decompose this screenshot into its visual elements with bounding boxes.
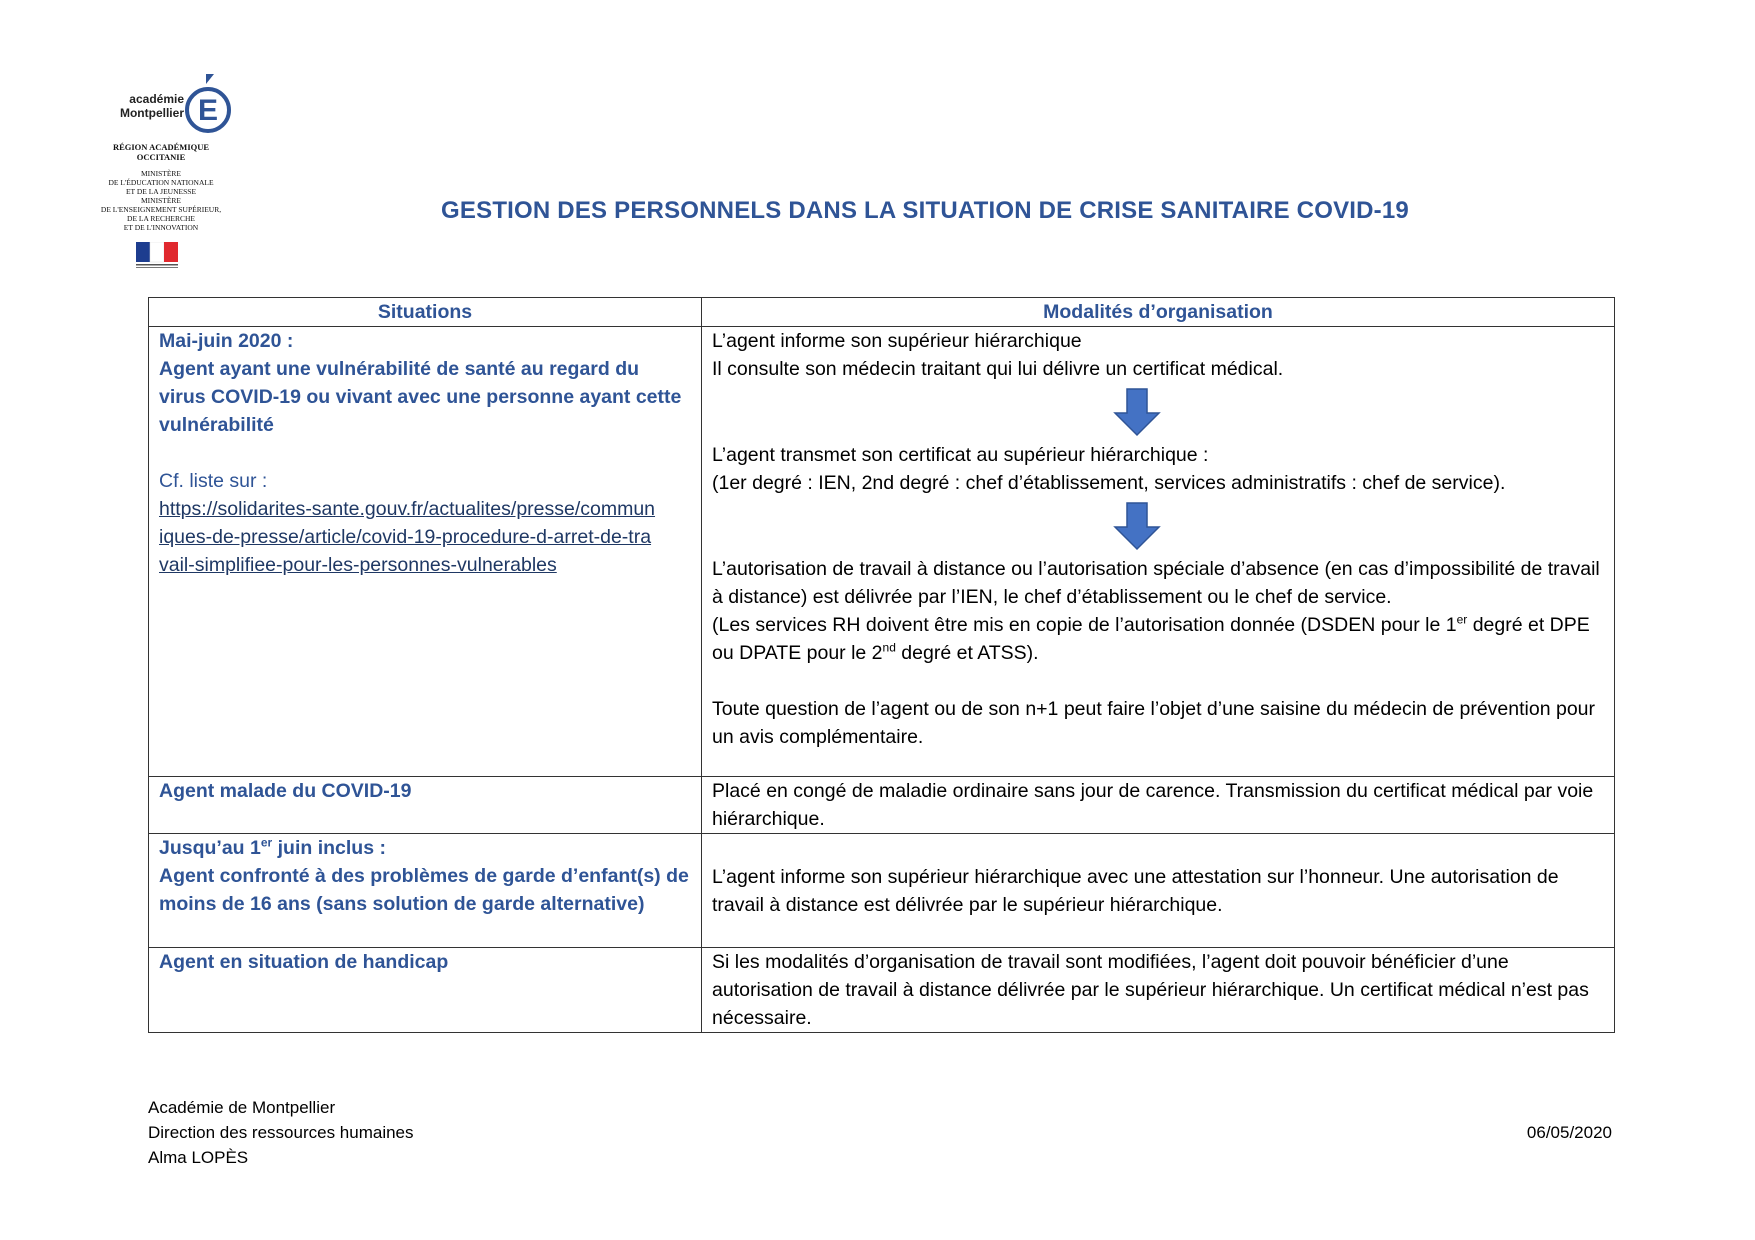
logo-region-line: OCCITANIE [136,152,186,162]
header-modalites: Modalités d’organisation [702,298,1615,327]
table-row [149,327,1615,777]
table-row [149,777,1615,834]
modalite-text: L’agent informe son supérieur hiérarchique avec une attestation sur l’honneur. Une autorisation de travail à distance est délivrée par le supérieur hiérarchique. [712,865,1559,916]
modalite-cell [702,327,1615,777]
logo-word-montpellier: Montpellier [119,106,184,120]
logo-region [86,142,236,162]
situation-cell: Agent malade du COVID-19 [149,777,702,834]
modalite-text: degré et DPE ou DPATE pour le 2 [712,614,1590,664]
situation-text: Jusqu’au 1 [159,837,261,859]
situation-title [159,834,691,862]
footer-address [148,1095,414,1170]
situation-title: Mai-juin 2020 : [159,330,294,352]
situation-cell [149,327,702,777]
logo-ministry-line: ET DE LA JEUNESSE [125,187,197,196]
footer-line: Académie de Montpellier [148,1098,336,1117]
footer-line: Alma LOPÈS [148,1148,249,1167]
situation-cell [149,834,702,948]
logo-ministry-line: ET DE L'INNOVATION [123,223,199,232]
cf-label: Cf. liste sur : [159,470,268,492]
header-situations: Situations [149,298,702,327]
modalite-line: L’agent informe son supérieur hiérarchique [712,330,1082,352]
modalite-cell: Si les modalités d’organisation de travail sont modifiées, l’agent doit pouvoir bénéficier d’une autorisation de travail à distance délivrée par le supérieur hiérarchique. Un certificat médical n’est pas nécessaire. [702,948,1615,1033]
table-header-row [149,298,1615,327]
footer-date: 06/05/2020 [1526,1123,1612,1142]
modalite-line: (1er degré : IEN, 2nd degré : chef d’établissement, services administratifs : chef de service). [712,472,1506,494]
table-row [149,948,1615,1033]
situation-cell: Agent en situation de handicap [149,948,702,1033]
modalite-text: (Les services RH doivent être mis en copie de l’autorisation donnée (DSDEN pour le 1 [712,614,1457,636]
situation-body: Agent confronté à des problèmes de garde d’enfant(s) de moins de 16 ans (sans solution de garde alternative) [159,865,689,915]
modalite-text: degré et ATSS). [895,642,1039,664]
down-arrow-icon [1112,501,1162,551]
logo-ministry-line: DE LA RECHERCHE [127,214,195,223]
e-accent-logo-icon [184,72,234,134]
situation-body: Agent ayant une vulnérabilité de santé au regard du virus COVID-19 ou vivant avec une personne ayant cette vulnérabilité [159,358,682,436]
modalite-line: Il consulte son médecin traitant qui lui délivre un certificat médical. [712,358,1284,380]
academie-logo [86,72,236,272]
superscript-er: er [260,835,273,850]
page-title: GESTION DES PERSONNELS DANS LA SITUATION DE CRISE SANITAIRE COVID-19 [441,197,1409,224]
situation-text: juin inclus : [272,837,386,859]
logo-ministry-line: DE L'ÉDUCATION NATIONALE [108,178,214,187]
modalite-line: L’autorisation de travail à distance ou l’autorisation spéciale d’absence (en cas d’impossibilité de travail à distance) est délivrée par l’IEN, le chef d’établissement ou le chef de service. [712,558,1600,608]
logo-word-academie: académie [129,92,184,106]
republique-flag-icon [136,242,180,270]
table-row [149,834,1615,948]
logo-region-line: RÉGION ACADÉMIQUE [112,142,210,152]
modalite-cell: Placé en congé de maladie ordinaire sans jour de carence. Transmission du certificat médical par voie hiérarchique. [702,777,1615,834]
modalite-line: L’agent transmet son certificat au supérieur hiérarchique : [712,444,1209,466]
logo-ministry-line: MINISTÈRE [141,196,181,205]
svg-text:E: E [197,94,219,127]
logo-ministry-line: MINISTÈRE [141,169,181,178]
logo-ministry-line: DE L'ENSEIGNEMENT SUPÉRIEUR, [100,205,222,214]
vulnerable-list-link[interactable]: https://solidarites-sante.gouv.fr/actualites/presse/communiques-de-presse/article/covid-19-procedure-d-arret-de-travail-simplifiee-pour-les-personnes-vulnerables [159,498,656,576]
modalite-line: Toute question de l’agent ou de son n+1 peut faire l’objet d’une saisine du médecin de prévention pour un avis complémentaire. [712,698,1596,748]
modalite-cell [702,834,1615,948]
down-arrow-icon [1112,387,1162,437]
superscript-er: er [1456,612,1468,627]
modalite-line [712,611,1604,667]
logo-ministry-1 [86,169,236,232]
superscript-nd: nd [882,640,896,655]
footer-line: Direction des ressources humaines [148,1123,414,1142]
personnel-table [148,297,1615,1033]
